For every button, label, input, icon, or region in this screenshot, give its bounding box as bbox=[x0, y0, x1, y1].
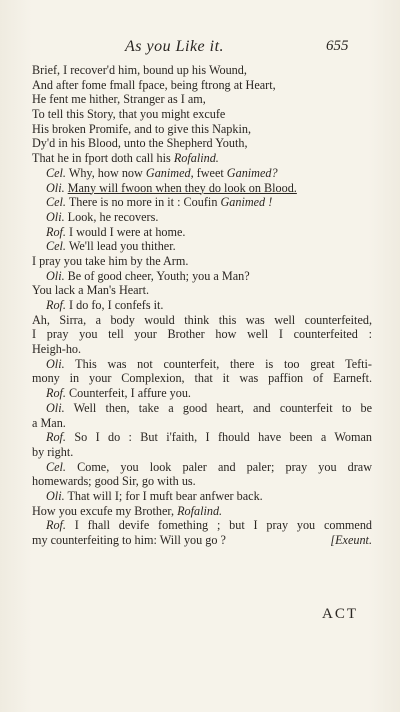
line-text: How you excufe my Brother, bbox=[32, 503, 178, 518]
line-text: Dy'd in his Blood, unto the Shepherd Youth, bbox=[32, 136, 248, 151]
line-text: We'll lead you thither. bbox=[68, 239, 176, 254]
line-text: Look, he recovers. bbox=[67, 209, 159, 224]
text-line bbox=[32, 489, 372, 504]
play-text bbox=[32, 63, 372, 548]
line-content bbox=[32, 63, 247, 77]
text-line bbox=[32, 283, 372, 298]
line-text: To tell this Story, that you might excufe bbox=[32, 107, 226, 122]
text-line bbox=[32, 430, 372, 445]
line-text: a Man. bbox=[32, 415, 66, 430]
line-content bbox=[68, 181, 297, 195]
text-line bbox=[32, 136, 372, 151]
line-text: And after fome fmall fpace, being ftrong at Heart, bbox=[32, 77, 276, 92]
running-title: As you Like it. bbox=[125, 38, 225, 55]
speaker-name: Oli. bbox=[46, 268, 65, 283]
text-line bbox=[32, 181, 372, 196]
line-content bbox=[75, 518, 372, 532]
speaker-name: Oli. bbox=[46, 400, 65, 415]
italic-name: Ganimed, bbox=[145, 165, 194, 180]
text-line bbox=[32, 166, 372, 181]
text-line bbox=[32, 122, 372, 137]
text-line bbox=[32, 63, 372, 78]
line-text: mony in your Complexion, that it was paffion of Earneft. bbox=[32, 371, 372, 386]
line-content bbox=[75, 357, 372, 371]
text-line bbox=[32, 445, 372, 460]
line-content bbox=[74, 401, 372, 415]
text-line bbox=[32, 92, 372, 107]
line-content bbox=[32, 327, 372, 341]
text-line bbox=[32, 386, 372, 401]
speaker-name: Rof. bbox=[46, 298, 66, 312]
text-line bbox=[32, 298, 372, 313]
line-content bbox=[69, 298, 163, 312]
line-content bbox=[69, 166, 278, 180]
speaker-name: Oli. bbox=[46, 488, 65, 503]
line-text: Be of good cheer, Youth; you a Man? bbox=[67, 268, 250, 283]
line-content bbox=[32, 78, 276, 92]
italic-name: Ganimed? bbox=[226, 165, 278, 180]
page-number: 655 bbox=[326, 38, 349, 54]
line-text: Counterfeit, I affure you. bbox=[69, 386, 191, 401]
line-content bbox=[77, 460, 372, 474]
line-content bbox=[32, 283, 149, 297]
text-line bbox=[32, 460, 372, 475]
line-text: fweet bbox=[193, 165, 227, 180]
speaker-name: Cel. bbox=[46, 195, 66, 210]
line-text: by right. bbox=[32, 444, 74, 459]
line-text: His broken Promife, and to give this Napkin, bbox=[32, 121, 252, 136]
text-line bbox=[32, 401, 372, 416]
line-text: I fhall devife fomething ; but I pray you commend bbox=[74, 518, 373, 533]
line-content bbox=[69, 386, 191, 400]
line-content bbox=[32, 533, 226, 547]
text-line bbox=[32, 107, 372, 122]
speaker-name: Rof. bbox=[46, 430, 66, 445]
text-line bbox=[32, 518, 372, 533]
text-line bbox=[32, 254, 372, 269]
line-text: That he in fport doth call his bbox=[32, 151, 174, 166]
line-content bbox=[32, 107, 225, 121]
line-content bbox=[32, 151, 219, 165]
text-line bbox=[32, 269, 372, 284]
text-line bbox=[32, 78, 372, 93]
speaker-name: Rof. bbox=[46, 224, 66, 239]
speaker-name: Oli. bbox=[46, 180, 65, 195]
line-content bbox=[69, 195, 272, 209]
text-line bbox=[32, 357, 372, 372]
line-text: I pray you tell your Brother how well I counterfeited : bbox=[32, 327, 372, 342]
speaker-name: Rof. bbox=[46, 518, 66, 533]
line-content bbox=[32, 342, 81, 356]
text-line bbox=[32, 313, 372, 328]
text-line bbox=[32, 327, 372, 342]
text-line bbox=[32, 371, 372, 386]
line-text: Many will fwoon when they do look on Blood. bbox=[67, 180, 297, 195]
line-content bbox=[32, 136, 248, 150]
line-text: I pray you take him by the Arm. bbox=[32, 253, 189, 268]
line-content bbox=[67, 489, 262, 503]
text-line bbox=[32, 210, 372, 225]
line-text: Why, how now bbox=[68, 165, 146, 180]
line-content bbox=[32, 313, 372, 327]
catchword: ACT bbox=[322, 606, 358, 622]
line-content bbox=[32, 92, 206, 106]
line-content bbox=[69, 239, 176, 253]
line-content bbox=[69, 225, 185, 239]
italic-name: Rofalind. bbox=[177, 503, 223, 518]
line-text: There is no more in it : Coufin bbox=[68, 195, 221, 210]
text-line bbox=[32, 195, 372, 210]
line-content bbox=[32, 254, 188, 268]
speaker-name: Oli. bbox=[46, 356, 65, 371]
line-text: He fent me hither, Stranger as I am, bbox=[32, 92, 206, 107]
line-content bbox=[68, 269, 250, 283]
text-line bbox=[32, 533, 372, 548]
line-content bbox=[32, 416, 66, 430]
speaker-name: Cel. bbox=[46, 459, 66, 474]
text-line bbox=[32, 151, 372, 166]
text-line bbox=[32, 504, 372, 519]
line-text: This was not counterfeit, there is too great Tefti- bbox=[75, 356, 372, 371]
text-line bbox=[32, 239, 372, 254]
speaker-name: Rof. bbox=[46, 386, 66, 401]
line-content bbox=[68, 210, 159, 224]
speaker-name: Cel. bbox=[46, 165, 66, 180]
page-header bbox=[0, 38, 400, 58]
text-line bbox=[32, 474, 372, 489]
line-content bbox=[74, 430, 372, 444]
line-text: Ah, Sirra, a body would think this was well counterfeited, bbox=[32, 312, 372, 327]
line-text: Brief, I recover'd him, bound up his Wound, bbox=[32, 63, 247, 77]
line-text: That will I; for I muft bear anfwer back. bbox=[67, 488, 263, 503]
line-text: You lack a Man's Heart. bbox=[32, 283, 150, 298]
line-text: Well then, take a good heart, and counterfeit to be bbox=[73, 400, 372, 415]
line-text: So I do : But i'faith, I fhould have been a Woman bbox=[74, 430, 372, 445]
line-text: I do fo, I confefs it. bbox=[69, 298, 164, 312]
line-text: Heigh-ho. bbox=[32, 342, 82, 357]
line-content bbox=[32, 504, 222, 518]
stage-direction: [Exeunt. bbox=[330, 533, 372, 547]
line-content bbox=[32, 474, 196, 488]
speaker-name: Oli. bbox=[46, 209, 65, 224]
speaker-name: Cel. bbox=[46, 239, 66, 254]
line-content bbox=[32, 371, 372, 385]
line-text: homewards; good Sir, go with us. bbox=[32, 474, 196, 489]
italic-name: Rofalind. bbox=[173, 151, 219, 166]
line-text: I would I were at home. bbox=[69, 224, 186, 239]
line-content bbox=[32, 122, 251, 136]
line-text: my counterfeiting to him: Will you go ? bbox=[32, 533, 226, 547]
italic-name: Ganimed ! bbox=[220, 195, 273, 210]
line-text: Come, you look paler and paler; pray you draw bbox=[77, 459, 373, 474]
text-line bbox=[32, 225, 372, 240]
text-line bbox=[32, 416, 372, 431]
text-line bbox=[32, 342, 372, 357]
line-content bbox=[32, 445, 73, 459]
